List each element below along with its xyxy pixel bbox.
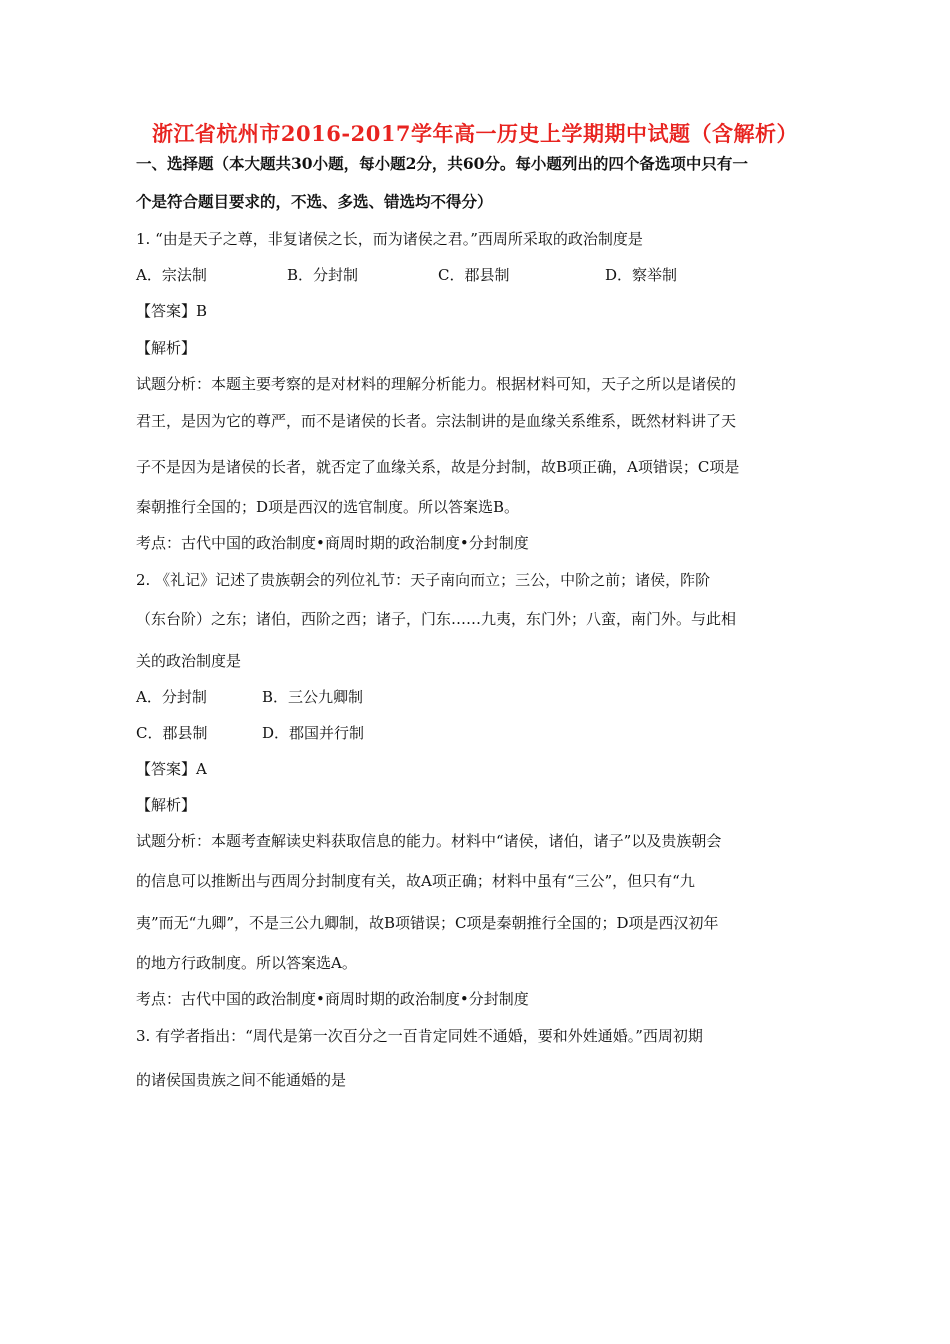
question-1-option-b: B．分封制 [287, 266, 359, 284]
question-2-stem-line: 2. 《礼记》记述了贵族朝会的列位礼节：天子南向而立；三公，中阶之前；诸侯，阼阶 [136, 571, 711, 589]
question-2-kaodian: 考点：古代中国的政治制度•商周时期的政治制度•分封制度 [136, 990, 529, 1008]
question-2-analysis-line: 的信息可以推断出与西周分封制度有关，故A项正确；材料中虽有“三公”，但只有“九 [136, 872, 695, 890]
question-1-option-a: A．宗法制 [136, 266, 207, 284]
question-1-option-d: D．察举制 [605, 266, 678, 284]
question-1-answer: 【答案】B [136, 302, 208, 320]
question-1-analysis-line: 秦朝推行全国的；D项是西汉的选官制度。所以答案选B。 [136, 498, 520, 516]
question-1-analysis-line: 君王，是因为它的尊严，而不是诸侯的长者。宗法制讲的是血缘关系维系，既然材料讲了天 [136, 412, 737, 430]
question-1-analysis-label: 【解析】 [136, 339, 197, 357]
question-2-option-c: C．郡县制 [136, 724, 208, 742]
question-1-option-c: C．郡县制 [438, 266, 510, 284]
question-2-analysis-line: 试题分析：本题考查解读史料获取信息的能力。材料中“诸侯，诸伯，诸子”以及贵族朝会 [136, 832, 722, 850]
question-1-stem: 1. “由是天子之尊，非复诸侯之长，而为诸侯之君。”西周所采取的政治制度是 [136, 230, 643, 248]
question-3-stem-line: 的诸侯国贵族之间不能通婚的是 [136, 1071, 347, 1089]
question-2-analysis-line: 夷”而无“九卿”，不是三公九卿制，故B项错误；C项是秦朝推行全国的；D项是西汉初年 [136, 914, 719, 932]
document-title: 浙江省杭州市2016-2017学年高一历史上学期期中试题（含解析） [151, 121, 799, 146]
section-heading-line-2: 个是符合题目要求的，不选、多选、错选均不得分） [136, 192, 493, 211]
question-3-stem-line: 3. 有学者指出：“周代是第一次百分之一百肯定同姓不通婚，要和外姓通婚。”西周初期 [136, 1027, 703, 1045]
question-1-kaodian: 考点：古代中国的政治制度•商周时期的政治制度•分封制度 [136, 534, 529, 552]
question-2-analysis-label: 【解析】 [136, 796, 197, 814]
section-heading-line-1: 一、选择题（本大题共30小题，每小题2分，共60分。每小题列出的四个备选项中只有一 [136, 154, 748, 173]
question-2-stem-line: 关的政治制度是 [136, 652, 242, 670]
question-2-analysis-line: 的地方行政制度。所以答案选A。 [136, 954, 357, 972]
question-2-stem-line: （东台阶）之东；诸伯，西阶之西；诸子，门东……九夷，东门外；八蛮，南门外。与此相 [136, 610, 737, 628]
question-2-option-d: D．郡国并行制 [262, 724, 365, 742]
question-2-option-a: A．分封制 [136, 688, 207, 706]
question-1-analysis-line: 子不是因为是诸侯的长者，就否定了血缘关系，故是分封制，故B项正确，A项错误；C项是 [136, 458, 740, 476]
question-1-analysis-line: 试题分析：本题主要考察的是对材料的理解分析能力。根据材料可知，天子之所以是诸侯的 [136, 375, 737, 393]
question-2-option-b: B．三公九卿制 [262, 688, 364, 706]
question-2-answer: 【答案】A [136, 760, 207, 778]
